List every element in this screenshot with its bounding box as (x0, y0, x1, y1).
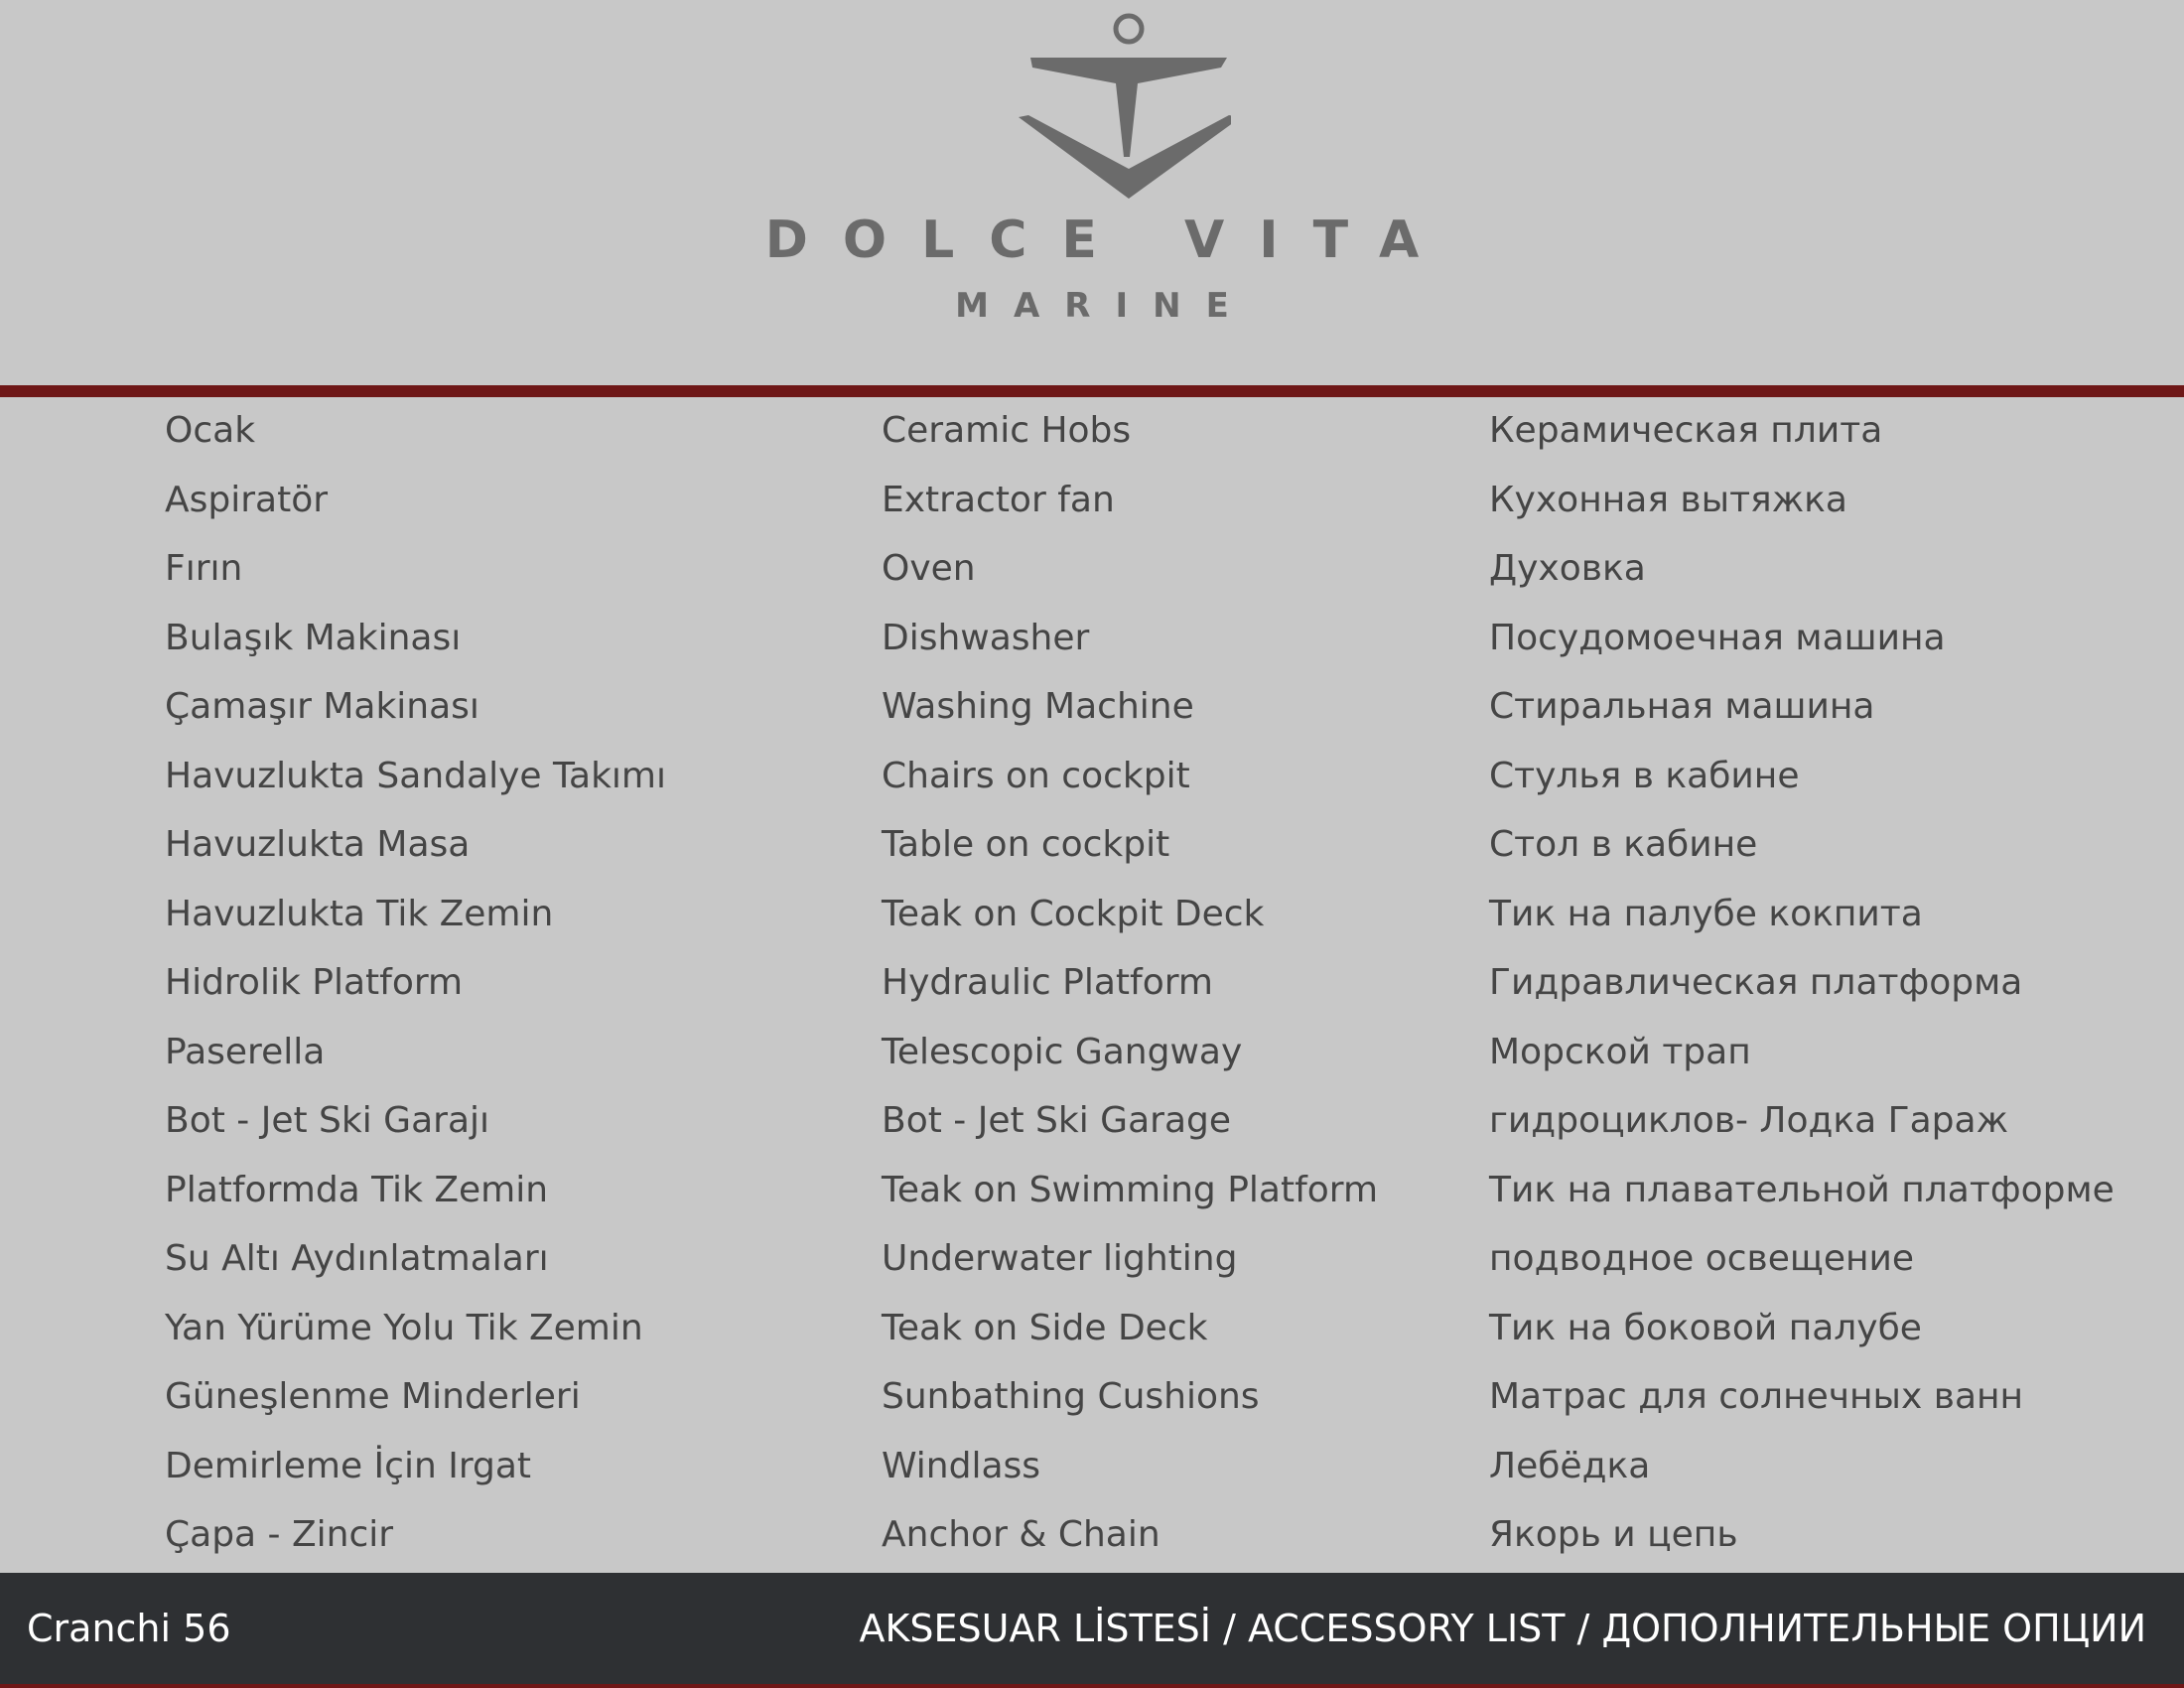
item-label-turkish: Çapa - Zincir (165, 1514, 394, 1555)
item-label-english: Hydraulic Platform (882, 962, 1213, 1003)
item-label-turkish: Hidrolik Platform (165, 962, 464, 1003)
item-label-russian: Лебёдка (1489, 1445, 1651, 1486)
dolce-vita-logo (0, 0, 2184, 385)
anchor-logo-icon (993, 10, 1231, 209)
item-label-turkish: Yan Yürüme Yolu Tik Zemin (165, 1307, 643, 1348)
item-label-turkish: Bulaşık Makinası (165, 617, 462, 658)
item-label-turkish: Havuzlukta Masa (165, 824, 471, 865)
item-label-russian: Тик на плавательной платформе (1489, 1169, 2115, 1210)
item-label-english: Windlass (882, 1445, 1041, 1486)
item-label-russian: Тик на боковой палубе (1489, 1307, 1922, 1348)
list-item (0, 813, 2184, 883)
item-label-english: Anchor & Chain (882, 1514, 1160, 1555)
accessory-list (0, 397, 2184, 1571)
item-label-english: Oven (882, 548, 976, 589)
list-item (0, 1365, 2184, 1435)
item-label-turkish: Havuzlukta Sandalye Takımı (165, 755, 666, 796)
model-name: Cranchi 56 (27, 1607, 231, 1650)
item-label-english: Washing Machine (882, 686, 1194, 727)
item-label-russian: Якорь и цепь (1489, 1514, 1738, 1555)
item-label-english: Bot - Jet Ski Garage (882, 1100, 1232, 1141)
item-label-turkish: Su Altı Aydınlatmaları (165, 1238, 549, 1279)
footer (0, 1573, 2184, 1688)
item-label-english: Ceramic Hobs (882, 410, 1132, 451)
list-item (0, 745, 2184, 814)
list-item (0, 1503, 2184, 1573)
item-label-turkish: Havuzlukta Tik Zemin (165, 893, 554, 934)
brand-name: DOLCE VITA (764, 211, 1454, 270)
item-label-english: Sunbathing Cushions (882, 1376, 1260, 1417)
item-label-english: Telescopic Gangway (882, 1031, 1243, 1072)
item-label-russian: Стол в кабине (1489, 824, 1758, 865)
list-item (0, 469, 2184, 538)
item-label-russian: Гидравлическая платформа (1489, 962, 2023, 1003)
item-label-russian: гидроциклов- Лодка Гараж (1489, 1100, 2009, 1141)
item-label-russian: Керамическая плита (1489, 410, 1883, 451)
list-item (0, 399, 2184, 469)
header-divider (0, 385, 2184, 397)
item-label-english: Teak on Swimming Platform (882, 1169, 1379, 1210)
list-item (0, 1021, 2184, 1090)
item-label-russian: Морской трап (1489, 1031, 1751, 1072)
item-label-english: Underwater lighting (882, 1238, 1238, 1279)
item-label-english: Table on cockpit (882, 824, 1170, 865)
list-item (0, 1227, 2184, 1297)
list-item (0, 675, 2184, 745)
item-label-turkish: Aspiratör (165, 479, 329, 520)
list-item (0, 537, 2184, 607)
list-item (0, 883, 2184, 952)
item-label-turkish: Bot - Jet Ski Garajı (165, 1100, 490, 1141)
item-label-english: Dishwasher (882, 617, 1090, 658)
item-label-english: Extractor fan (882, 479, 1115, 520)
item-label-turkish: Demirleme İçin Irgat (165, 1445, 532, 1486)
item-label-turkish: Paserella (165, 1031, 326, 1072)
item-label-english: Chairs on cockpit (882, 755, 1190, 796)
item-label-english: Teak on Cockpit Deck (882, 893, 1265, 934)
list-item (0, 1297, 2184, 1366)
item-label-turkish: Ocak (165, 410, 256, 451)
item-label-russian: Кухонная вытяжка (1489, 479, 1847, 520)
item-label-russian: Посудомоечная машина (1489, 617, 1946, 658)
item-label-turkish: Platformda Tik Zemin (165, 1169, 549, 1210)
footer-title: AKSESUAR LİSTESİ / ACCESSORY LIST / ДОПОЛНИТЕЛЬНЫЕ ОПЦИИ (859, 1607, 2146, 1650)
list-item (0, 607, 2184, 676)
brand-subname: MARINE (955, 286, 1254, 326)
list-item (0, 1089, 2184, 1159)
item-label-russian: Матрас для солнечных ванн (1489, 1376, 2024, 1417)
list-item (0, 1435, 2184, 1504)
item-label-russian: Тик на палубе кокпита (1489, 893, 1923, 934)
item-label-russian: Стулья в кабине (1489, 755, 1800, 796)
item-label-english: Teak on Side Deck (882, 1307, 1208, 1348)
item-label-turkish: Çamaşır Makinası (165, 686, 479, 727)
list-item (0, 951, 2184, 1021)
item-label-russian: Стиральная машина (1489, 686, 1875, 727)
item-label-turkish: Fırın (165, 548, 243, 589)
item-label-russian: Духовка (1489, 548, 1646, 589)
list-item (0, 1159, 2184, 1228)
item-label-russian: подводное освещение (1489, 1238, 1915, 1279)
item-label-turkish: Güneşlenme Minderleri (165, 1376, 581, 1417)
header (0, 0, 2184, 385)
